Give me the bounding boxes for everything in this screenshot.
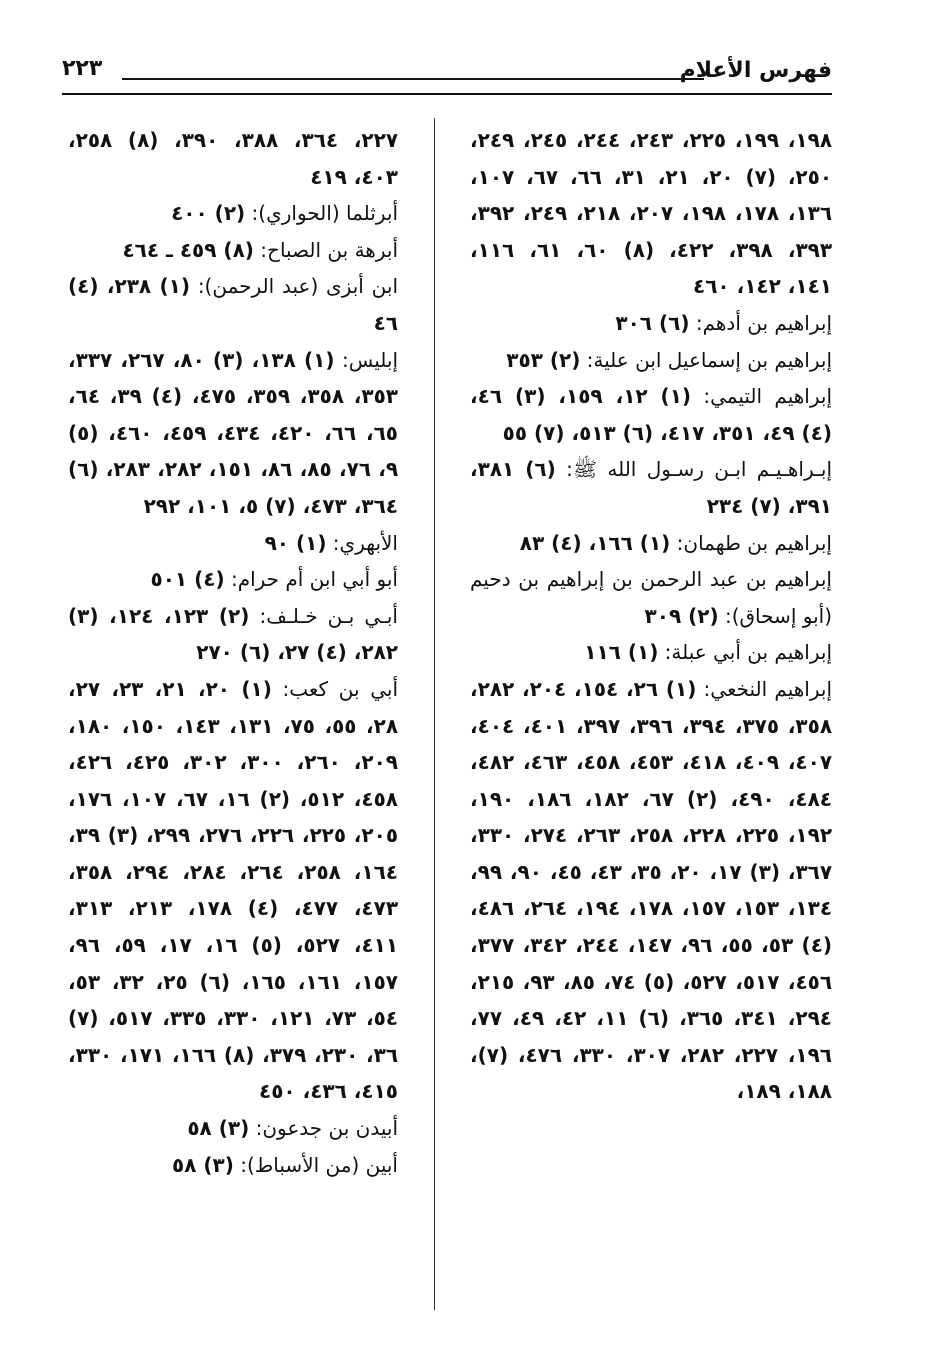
entry-name: إبراهيم بن طهمان:: [670, 530, 832, 555]
index-entry: [68, 232, 398, 269]
index-entry: [68, 1147, 398, 1184]
entry-name: إبليس:: [334, 347, 399, 372]
index-entry: [68, 598, 398, 671]
entry-name: إبراهيم بن عبد الرحمن بن إبراهيم بن دحيم (أبو إسحاق):: [470, 567, 832, 628]
entry-references: (٣) ٥٨: [187, 1116, 250, 1141]
entry-references: (٢) ١٢٣، ١٢٤، (٣) ٢٨٢، (٤) ٢٧، (٦) ٢٧٠: [68, 603, 398, 665]
index-entry: [68, 342, 398, 525]
entry-references: (١) ١٣٨، (٣) ٨٠، ٢٦٧، ٣٣٧، ٣٥٣، ٣٥٨، ٣٥٩، ٤٧٥، (٤) ٣٩، ٦٤، ٦٥، ٦٦، ٤٢٠، ٤٣٤، ٤٥٩، ٤٦٠، (٥) ٩، ٧٦، ٨٥، ٨٦، ١٥١، ٢٨٢، ٢٨٣، (٦) ٣٦٤، ٤٧٣، (٧) ٥، ١٠١، ٢٩٢: [68, 347, 399, 518]
entry-name: إبراهيم التيمي:: [691, 384, 833, 409]
index-entry: [68, 561, 398, 598]
entry-name: أبو أبي ابن أم حرام:: [224, 567, 398, 592]
entry-references: (٦) ٣٨١، ٣٩١، (٧) ٢٣٤: [470, 457, 832, 518]
index-entry: [470, 634, 832, 671]
entry-references: (٤) ٥٠١: [150, 567, 225, 592]
entry-name: إبراهيم بن أبي عبلة:: [658, 640, 832, 665]
entry-name: أبيدن بن جدعون:: [249, 1116, 398, 1141]
index-entry: [470, 671, 832, 1110]
entry-references: (١) ٢٣٨، (٤) ٤٦: [68, 274, 398, 335]
index-entry: [470, 122, 832, 305]
entry-references: ١٩٨، ١٩٩، ٢٢٥، ٢٤٣، ٢٤٤، ٢٤٥، ٢٤٩، ٢٥٠، (٧) ٢٠، ٢١، ٣١، ٦٦، ٦٧، ١٠٧، ١٣٦، ١٧٨، ١٩٨، ٢٠٧، ٢١٨، ٢٤٩، ٣٩٢، ٣٩٣، ٣٩٨، ٤٢٢، (٨) ٦٠، ٦١، ١١٦، ١٤١، ١٤٢، ٤٦٠: [470, 128, 833, 299]
header-title: فهرس الأعلام: [679, 58, 832, 83]
entry-name: أبرهة بن الصباح:: [253, 237, 398, 262]
entry-references: (١) ٢٦، ١٥٤، ٢٠٤، ٢٨٢، ٣٥٨، ٣٧٥، ٣٩٤، ٣٩٦، ٣٩٧، ٤٠١، ٤٠٤، ٤٠٧، ٤٠٩، ٤١٨، ٤٥٣، ٤٥٨، ٤٦٣، ٤٨٢، ٤٨٤، ٤٩٠، (٢) ٦٧، ١٨٢، ١٨٦، ١٩٠، ١٩٢، ٢٢٥، ٢٢٨، ٢٥٨، ٢٦٣، ٢٧٤، ٣٣٠، ٣٦٧، (٣) ١٧، ٢٠، ٣٥، ٤٣، ٤٥، ٩٠، ٩٩، ١٣٤، ١٥٣، ١٥٧، ١٧٨، ١٩٤، ٢٦٤، ٤٨٦، (٤) ٥٣، ٥٥، ٩٦، ١٤٧، ٢٤٤، ٣٤٢، ٣٧٧، ٤٥٦، ٥١٧، ٥٢٧، (٥) ٧٤، ٨٥، ٩٣، ٢١٥، ٢٩٤، ٣٤١، ٣٦٥، (٦) ١١، ٤٢، ٤٩، ٧٧، ١٩٦، ٢٢٧، ٢٨٢، ٣٠٧، ٣٣٠، ٤٧٦، (٧)، ١٨٨، ١٨٩،: [470, 676, 833, 1104]
index-entry: [470, 378, 832, 451]
running-header: [62, 52, 832, 92]
page-number: ٢٢٣: [62, 56, 103, 81]
entry-references: (١) ٢٠، ٢١، ٢٣، ٢٧، ٢٨، ٥٥، ٧٥، ١٣١، ١٤٣، ١٥٠، ١٨٠، ٢٠٩، ٢٦٠، ٣٠٠، ٣٠٢، ٤٢٥، ٤٢٦، ٤٥٨، ٥١٢، (٢) ١٦، ٦٧، ١٠٧، ١٧٦، ٢٠٥، ٢٢٥، ٢٢٦، ٢٧٦، ٢٩٩، (٣) ٣٩، ١٦٤، ٢٥٨، ٢٦٤، ٢٨٤، ٢٩٤، ٣٥٨، ٤٧٣، ٤٧٧، (٤) ١٧٨، ٢١٣، ٣١٣، ٤١١، ٥٢٧، (٥) ١٦، ١٧، ٥٩، ٩٦، ١٥٧، ١٦١، ١٦٥، (٦) ٢٥، ٣٢، ٥٣، ٥٤، ٧٣، ١٢١، ٣٣٠، ٣٣٥، ٥١٧، (٧) ٣٦، ٢٣٠، ٣٧٩، (٨) ١٦٦، ١٧١، ٣٣٠، ٤١٥، ٤٣٦، ٤٥٠: [68, 676, 399, 1104]
index-entry: [470, 342, 832, 379]
header-rule: [122, 78, 704, 80]
entry-references: (٦) ٣٠٦: [615, 310, 690, 335]
index-entry: [68, 268, 398, 341]
index-entry: [470, 525, 832, 562]
entry-references: (٨) ٤٥٩ ـ ٤٦٤: [122, 237, 254, 262]
index-entry: [470, 305, 832, 342]
entry-references: (٣) ٥٨: [172, 1152, 234, 1177]
entry-references: ٢٢٧، ٣٦٤، ٣٨٨، ٣٩٠، (٨) ٢٥٨، ٤٠٣، ٤١٩: [68, 128, 399, 189]
index-entry: [68, 671, 398, 1110]
entry-references: (١) ٩٠: [264, 530, 327, 555]
entry-name: ابن أبزى (عبد الرحمن):: [190, 274, 398, 299]
index-entry: [68, 122, 398, 195]
index-entry: [470, 451, 832, 524]
entry-references: (٢) ٣٥٣: [506, 347, 581, 372]
index-entry: [470, 561, 832, 634]
entry-name: أبي بن كعب:: [271, 676, 399, 701]
header-divider: [62, 93, 832, 95]
entry-name: أبـي بـن خـلـف:: [249, 603, 398, 628]
entry-name: إبراهيم بن إسماعيل ابن علية:: [580, 347, 832, 372]
index-entry: [68, 195, 398, 232]
index-column-right: [470, 122, 832, 1110]
index-entry: [68, 1110, 398, 1147]
index-entry: [68, 525, 398, 562]
entry-name: إبراهيم النخعي:: [696, 676, 833, 701]
entry-name: أبرثلما (الحواري):: [245, 201, 398, 226]
entry-references: (١) ١٢، ١٥٩، (٣) ٤٦، (٤) ٤٩، ٣٥١، ٤١٧، (٦) ٥١٣، (٧) ٥٥: [470, 384, 832, 445]
entry-name: أبين (من الأسباط):: [233, 1152, 398, 1177]
index-column-left: [68, 122, 398, 1183]
entry-references: (٢) ٤٠٠: [171, 201, 246, 226]
entry-references: (٢) ٣٠٩: [644, 603, 719, 628]
entry-name: إبـراهـيـم ابـن رسـول الله ﷺ:: [555, 457, 832, 482]
entry-name: إبراهيم بن أدهم:: [689, 310, 832, 335]
entry-references: (١) ١١٦: [584, 640, 659, 665]
entry-name: الأبهري:: [326, 530, 398, 555]
entry-references: (١) ١٦٦، (٤) ٨٣: [519, 530, 671, 555]
column-separator: [434, 118, 435, 1310]
